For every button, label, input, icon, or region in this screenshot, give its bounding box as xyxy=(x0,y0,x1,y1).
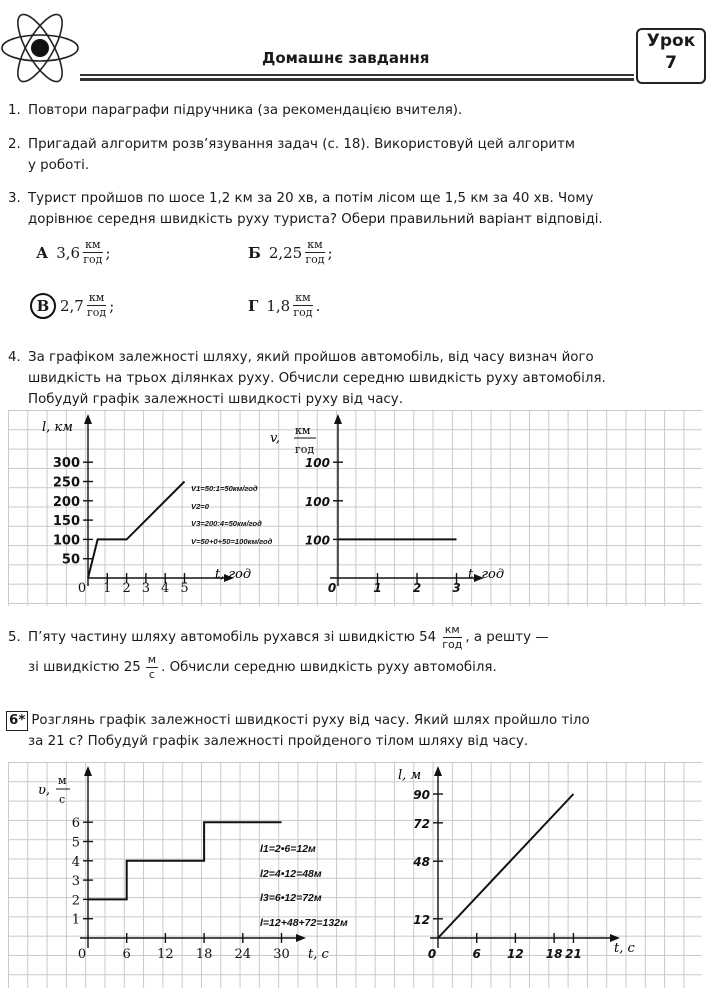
x-tick-label: 21 xyxy=(565,947,582,961)
answer-letter: Б xyxy=(248,243,261,262)
y-tick-label: 100 xyxy=(304,494,330,509)
x-tick-label: 1 xyxy=(373,581,382,595)
x-tick-label: 30 xyxy=(273,947,290,962)
graph2-y-arrow xyxy=(334,414,342,424)
y-tick-label: 12 xyxy=(413,912,430,927)
graph1-y-arrow xyxy=(84,414,92,424)
graph1-annotation: V2=0 xyxy=(191,502,209,511)
atom-logo xyxy=(0,2,92,94)
x-tick-label: 3 xyxy=(452,581,461,595)
unit-den: с xyxy=(148,667,155,681)
task-text-line: Розглянь графік залежності швидкості руху від часу. Який шлях пройшло тіло xyxy=(31,713,590,728)
task-text-line: у роботі. xyxy=(28,158,90,173)
unit-num: км xyxy=(88,291,105,304)
unit-num: км xyxy=(85,238,101,251)
graph3-annotation: l1=2•6=12м xyxy=(260,843,316,855)
x-tick-label: 0 xyxy=(77,581,87,596)
answer-end: ; xyxy=(327,243,333,262)
y-tick-label: 100 xyxy=(304,533,330,548)
task-5 xyxy=(8,624,702,684)
x-tick-label: 1 xyxy=(103,581,112,596)
y-tick-label: 90 xyxy=(413,788,430,802)
task-text-line: дорівнює середня швидкість руху туриста? Обери правильний варіант відповіді. xyxy=(28,212,603,227)
answer-letter: А xyxy=(36,243,49,262)
task-3 xyxy=(8,188,702,230)
task-text: зі швидкістю 25 xyxy=(28,659,141,675)
graph1-annotation: V1=50:1=50км/год xyxy=(191,484,258,493)
answer-option-v[interactable] xyxy=(30,291,114,320)
task-number-badge: 6* xyxy=(6,711,28,731)
y-tick-label: 1 xyxy=(71,912,80,928)
task-number: 1. xyxy=(8,103,21,118)
unit-den: год xyxy=(86,306,107,319)
task-2 xyxy=(8,134,702,176)
task-number: 5. xyxy=(8,629,21,645)
page-title: Домашнє завдання xyxy=(262,49,430,67)
unit-num: км xyxy=(307,238,323,251)
graph1-annotation: V=50+0+50=100км/год xyxy=(191,537,273,546)
y-tick-label: 4 xyxy=(71,854,80,870)
header-rule-top xyxy=(80,74,634,76)
y-tick-label: 300 xyxy=(52,456,80,472)
unit-num: м xyxy=(147,652,157,666)
task-text: . Обчисли середню швидкість руху автомобіля. xyxy=(161,659,497,675)
graph3-annotation: l3=6•12=72м xyxy=(260,892,322,904)
task-text: Повтори параграфи підручника (за рекомендацією вчителя). xyxy=(28,103,463,118)
unit-den: год xyxy=(442,637,463,651)
unit-num: км xyxy=(444,622,460,636)
x-tick-label: 2 xyxy=(412,581,422,595)
series-line xyxy=(88,482,185,579)
graph4-y-arrow xyxy=(434,766,442,776)
task-text-line: Пригадай алгоритм розв’язування задач (с. 18). Використовуй цей алгоритм xyxy=(28,137,576,152)
answer-option-a[interactable] xyxy=(36,238,111,267)
task-4 xyxy=(8,347,702,410)
answer-letter: Г xyxy=(248,296,259,315)
y-tick-label: 100 xyxy=(304,456,330,471)
task-text-line: Побудуй графік залежності швидкості руху від часу. xyxy=(28,392,403,407)
graph2-y-label-den: год xyxy=(295,443,315,456)
graph3-y-label-den: с xyxy=(59,793,66,806)
x-tick-label: 2 xyxy=(122,581,131,596)
answer-end: . xyxy=(315,296,321,315)
lesson-badge xyxy=(636,28,706,84)
task-number: 3. xyxy=(8,191,21,206)
x-tick-label: 18 xyxy=(195,947,213,962)
series-line xyxy=(88,822,282,899)
answer-value: 2,7 xyxy=(60,296,84,315)
graph3-x-label: t, с xyxy=(308,947,329,962)
task6-graphs xyxy=(8,762,702,988)
unit-den: год xyxy=(293,306,313,319)
grid-panel-task4 xyxy=(8,410,702,606)
y-tick-label: 100 xyxy=(52,533,80,549)
unit-den: год xyxy=(83,253,103,266)
x-tick-label: 0 xyxy=(77,947,87,962)
graph1-annotation: V3=200:4=50км/год xyxy=(191,519,262,528)
x-tick-label: 18 xyxy=(545,947,563,961)
answer-value: 3,6 xyxy=(56,243,81,262)
task-text-line: за 21 с? Побудуй графік залежності пройденого тілом шляху від часу. xyxy=(28,734,529,749)
answer-end: ; xyxy=(109,296,115,315)
graph3-y-arrow xyxy=(84,766,92,776)
x-tick-label: 0 xyxy=(327,581,337,595)
task-number: 4. xyxy=(8,350,21,365)
task-6 xyxy=(8,710,702,752)
y-tick-label: 3 xyxy=(71,874,80,890)
x-tick-label: 6 xyxy=(472,947,481,961)
unit-den: год xyxy=(305,253,325,266)
y-tick-label: 6 xyxy=(71,816,80,832)
x-tick-label: 4 xyxy=(161,581,170,596)
task-text-line: швидкість на трьох ділянках руху. Обчисли середню швидкість руху автомобіля. xyxy=(28,371,606,386)
y-tick-label: 48 xyxy=(413,855,430,870)
graph3-annotation: l=12+48+72=132м xyxy=(260,917,348,929)
answer-letter-circled: В xyxy=(30,293,56,319)
answer-value: 2,25 xyxy=(268,243,303,262)
x-tick-label: 24 xyxy=(234,947,252,962)
x-tick-label: 12 xyxy=(507,947,524,961)
y-tick-label: 200 xyxy=(52,494,80,510)
task-text: П’яту частину шляху автомобіль рухався зі швидкістю 54 xyxy=(28,629,437,645)
graph2-x-label: t, год xyxy=(468,567,505,582)
x-tick-label: 6 xyxy=(122,947,131,962)
lesson-number: 7 xyxy=(665,53,677,73)
grid-panel-task6 xyxy=(8,762,702,988)
x-tick-label: 3 xyxy=(141,581,151,596)
answer-option-g[interactable] xyxy=(248,291,320,320)
answer-option-b[interactable] xyxy=(248,238,333,267)
graph3-annotation: l2=4•12=48м xyxy=(260,868,322,880)
answer-end: ; xyxy=(105,243,111,262)
y-tick-label: 72 xyxy=(413,816,430,831)
task4-graphs xyxy=(8,410,702,606)
graph3-x-arrow xyxy=(296,934,306,942)
series-line xyxy=(438,794,573,938)
graph4-x-label: t, с xyxy=(614,941,635,956)
graph1-y-label: l, км xyxy=(42,420,73,435)
unit-num: км xyxy=(295,291,311,304)
task-text: , а решту — xyxy=(465,629,549,645)
task-number: 2. xyxy=(8,137,21,152)
answer-value: 1,8 xyxy=(266,296,291,315)
y-tick-label: 250 xyxy=(52,475,80,491)
y-tick-label: 5 xyxy=(71,835,80,851)
lesson-label: Урок xyxy=(646,31,696,51)
graph2-y-label-sym: v, xyxy=(270,431,280,446)
y-tick-label: 50 xyxy=(61,552,80,568)
graph4-y-label: l, м xyxy=(398,768,422,783)
y-tick-label: 2 xyxy=(71,893,80,909)
x-tick-label: 12 xyxy=(157,947,174,962)
x-tick-label: 0 xyxy=(427,947,437,961)
y-tick-label: 150 xyxy=(52,514,80,530)
task-text-line: За графіком залежності шляху, який пройшов автомобіль, від часу визнач його xyxy=(28,350,594,365)
graph3-y-label-num: м xyxy=(58,774,67,787)
x-tick-label: 5 xyxy=(180,581,189,596)
graph1-x-label: t, год xyxy=(215,567,252,582)
task-1 xyxy=(8,100,702,121)
header-rule-bottom xyxy=(80,78,634,81)
task-text-line: Турист пройшов по шосе 1,2 км за 20 хв, а потім лісом ще 1,5 км за 40 хв. Чому xyxy=(28,191,594,206)
graph2-y-label-num: км xyxy=(295,424,311,437)
graph3-y-label-sym: υ, xyxy=(38,783,51,798)
